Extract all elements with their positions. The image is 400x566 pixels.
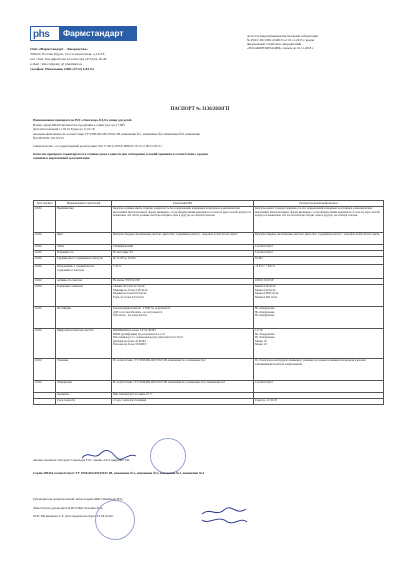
table-row xyxy=(34,328,384,358)
table-cell-req: КМАФАнМ не более 1,0·10³ КОЕ/г БГКП (колиформы) не допускаются в 1,0 г Патогенные (в т.ч. сальмонеллы) не допускаются в 25,0 г Дрожжи не более 10 КОЕ/г Плесени не более 50 КОЕ/г xyxy=(112,328,254,358)
table-row xyxy=(34,232,384,244)
table-cell-name: Подлинность xyxy=(56,250,112,256)
table-cell-date: 22.04 xyxy=(34,250,56,256)
table-cell-date: 22.04 xyxy=(34,278,56,284)
table-cell-res: 1,0·10 Не обнаружены Не обнаружены Менее 10 Менее 10 xyxy=(254,328,384,358)
table-header-cell: Дата анализа xyxy=(34,201,56,207)
table-cell-res: 0,148 г xyxy=(254,256,384,264)
logo-mark xyxy=(30,26,60,41)
table-cell-date: 22.04 xyxy=(34,306,56,328)
table-header-cell: Результаты испытаний/анализа xyxy=(254,201,384,207)
table-cell-name: Упаковка xyxy=(56,358,112,380)
table-row xyxy=(34,358,384,380)
header-line: Анализы выполнены на соответствие ТУ 9358-004-00155547-08, изменения №1, изменение №2, изменения №3, изменение xyxy=(33,131,200,136)
company-line: e-mail : infocompany @ pharmstd.ru xyxy=(30,61,82,66)
table-cell-res: Менее 0,02 мг/кг Менее 0,02 мг/кг Менее 0,0005 мг/кг Менее 0,002 мг/кг xyxy=(254,284,384,306)
footer-line: Серия 290416 соответствует ТУ 9358-004-00155547-08, изменение №1, изменение №2, изменение №3, изменение №4 xyxy=(33,470,204,475)
table-cell-res: Соответствует xyxy=(254,380,384,392)
table-cell-name: Срок годности xyxy=(56,398,112,404)
table-row xyxy=(34,306,384,328)
footer-block xyxy=(33,458,388,519)
footer-line: М.П. Мельникова С.Г. Дата выдачи паспорта 25.04.2016 г. xyxy=(33,514,115,519)
table-header-cell: Требования НД xyxy=(112,201,254,207)
table-cell-req: Гексахлорциклогексан - ГХЦГ не допускается ДДТ и его метаболиты - не допускается Гептахлор - не допускается xyxy=(112,306,254,328)
header-line: №4, ВСКЛС 031/03-15 xyxy=(33,136,64,141)
table-cell-name: Микробиологическая чистота xyxy=(56,328,112,358)
table-cell-res: Не обнаружены Не обнаружены Не обнаружены xyxy=(254,306,384,328)
table-cell-req: В соответствии с ТУ 9358-004-00155547-08, изменения №1, изменение №2, изменения №3 xyxy=(112,380,254,392)
accreditation-line: «РОСАККРЕДИТАЦИЯ» сроком до 01.11.2018 г. xyxy=(247,46,314,50)
accreditation-block xyxy=(247,34,387,50)
table-cell-date: 22.04 xyxy=(34,206,56,232)
quality-line: саниями в нормативной документации xyxy=(33,156,90,161)
table-cell-res: Соответствует xyxy=(254,250,384,256)
table-cell-res: - 8,8 % ; + 8,6 % xyxy=(254,264,384,278)
table-cell-name: Средняя масса содержимого капсулы xyxy=(56,256,112,264)
table-cell-req: Специфический xyxy=(112,244,254,250)
table-row xyxy=(34,206,384,232)
header-info xyxy=(33,118,388,161)
company-info xyxy=(30,47,160,72)
table-cell-res: Капсулы имеют гладкую поверхность без повреждений и видимых воздушных и механических включений. Капсулы имеют форму цилиндра с полусферическими концами и состоят из двух частей: корпуса и крышечки, обе части свободно входят одна в другую, не образуя зазоров. xyxy=(254,206,384,232)
table-cell-req: Капсулы должны иметь гладкую поверхность без повреждений и видимых воздушных и механических включений. Капсулы имеют форму цилиндра с полусферическими концами и состоят из двух частей: корпуса и крышечки, обе части должны свободно входить одна в другую, не образуя зазоров. xyxy=(112,206,254,232)
quality-line: Качество препарата гарантируется в течение срока годности при соблюдении условий хранения и соответствия с предпи- xyxy=(33,151,209,156)
table-cell-req: От 0,130 до 0,160 г xyxy=(112,256,254,264)
logo-band: Фармстандарт xyxy=(60,26,137,41)
table-cell-req: По методике ТУ xyxy=(112,250,254,256)
accreditation-line: № РОСС RU.0001.21ФП13 от 01.11.2013 г. выдан xyxy=(247,38,315,42)
table-cell-date: 22.04 xyxy=(34,328,56,358)
header-line: Свидетельство о государственной регистрации: RU.77.99.11.003.Е.009523.10.15 от 09.10.2015 г xyxy=(33,143,163,148)
table-cell-date: 22.04 xyxy=(34,244,56,250)
table-cell-name: Отклонения от средней массы содержимого капсулы xyxy=(56,264,112,278)
company-logo xyxy=(30,26,137,41)
logo-letters: phs xyxy=(33,29,50,40)
table-cell-req: В соответствии с ТУ 9358-004-00155547-08, изменения №1, изменение №2 xyxy=(112,358,254,380)
footer-line: Анализ провели: лаборант Савельева Г.Н., химик А.П Смирнова Т.В. xyxy=(33,458,130,462)
table-cell-name: Цвет xyxy=(56,232,112,244)
company-line: 305022, Россия, Курск, ул.2-я Агрегатная, д.1А/18 xyxy=(30,51,105,56)
company-line: тел.: Зам. Ген.директора по качеству (4712) 6-16-49 xyxy=(30,56,107,61)
table-cell-name: Маркировка xyxy=(56,380,112,392)
table-cell-name: Хранение xyxy=(56,392,112,398)
table-row xyxy=(34,380,384,392)
company-line: ОАО «Фармстандарт - Лексредства» xyxy=(30,47,88,51)
table-cell-date: 22.04 xyxy=(34,232,56,244)
table-cell-req: Не менее 700 ЕД USP xyxy=(112,278,254,284)
header-line: Наименование препарата по НД: «Лактазар» БАД к пище для детей xyxy=(33,118,132,122)
table-cell-req: Капсулы твердые желатиновые желтого цвета №2, содержимое капсул - порошок почти белого цвета. xyxy=(112,232,254,244)
table-cell-res: 1002,0 ЕД USP xyxy=(254,278,384,284)
table-row xyxy=(34,256,384,264)
table-header-cell: Наименование показателей xyxy=(56,201,112,207)
table-cell-res: Соответствует xyxy=(254,244,384,250)
table-cell-name: Активность лактазы xyxy=(56,278,112,284)
table-cell-req: ± 10 % xyxy=(112,264,254,278)
table-cell-date: 22.04 xyxy=(34,284,56,306)
table-cell-req: При температуре не выше 25 °С xyxy=(112,392,254,398)
table-row xyxy=(34,264,384,278)
passport-title: ПАСПОРТ № 3136/2016ГП xyxy=(170,107,230,112)
table-cell-res: Годен до 11 04 18 xyxy=(254,398,384,404)
footer-line: Заместитель руководителя ИЛ ОКК Лысенко Е.А. xyxy=(33,505,104,510)
table-cell-res: По 3 капсулы в контурную ячейковую упаковку из пленки поливинилхлоридной и фольги алюминиевой печатной лакированной. xyxy=(254,358,384,380)
results-table xyxy=(33,200,384,405)
table-cell-date: 22.04 xyxy=(34,358,56,380)
table-cell-date: 22.04 xyxy=(34,264,56,278)
table-cell-name: Токсичные элементы xyxy=(56,284,112,306)
footer-line: Руководитель испытательной лаборатории ОКК Сивенкова Н.Д. xyxy=(33,497,124,502)
table-cell-name: Внешний вид xyxy=(56,206,112,232)
table-cell-name: Пестициды xyxy=(56,306,112,328)
table-cell-res: Капсулы твердые желатиновые желтого цвета №2, содержимое капсул - порошок почти белого цвета. xyxy=(254,232,384,244)
table-cell-name: Запах xyxy=(56,244,112,250)
company-line: телефон: Начальник ОКК (4712) 6-83-63 xyxy=(30,66,94,71)
accreditation-line: Федеральной службой по аккредитации xyxy=(247,42,302,46)
accreditation-line: Аттестат аккредитации испытательной лаборатории xyxy=(247,34,318,38)
table-cell-req: 2 года с даты изготовления xyxy=(112,398,254,404)
table-cell-req: Свинец не более 0,1 мг/кг Мышьяк не более 0,05 мг/кг Кадмий не более 0,03 мг/кг Ртуть не более 0,01 мг/кг xyxy=(112,284,254,306)
header-line: Номер серии 290416 Количество продукции в серии (тыс.уп.) 7,685 xyxy=(33,122,125,127)
table-cell-date xyxy=(34,398,56,404)
table-row xyxy=(34,398,384,404)
table-cell-date: 22.04 xyxy=(34,380,56,392)
header-line: Дата изготовления 11 04 16 Годен до 11 04 18 xyxy=(33,127,95,132)
table-cell-date: 22.04 xyxy=(34,256,56,264)
table-row xyxy=(34,284,384,306)
